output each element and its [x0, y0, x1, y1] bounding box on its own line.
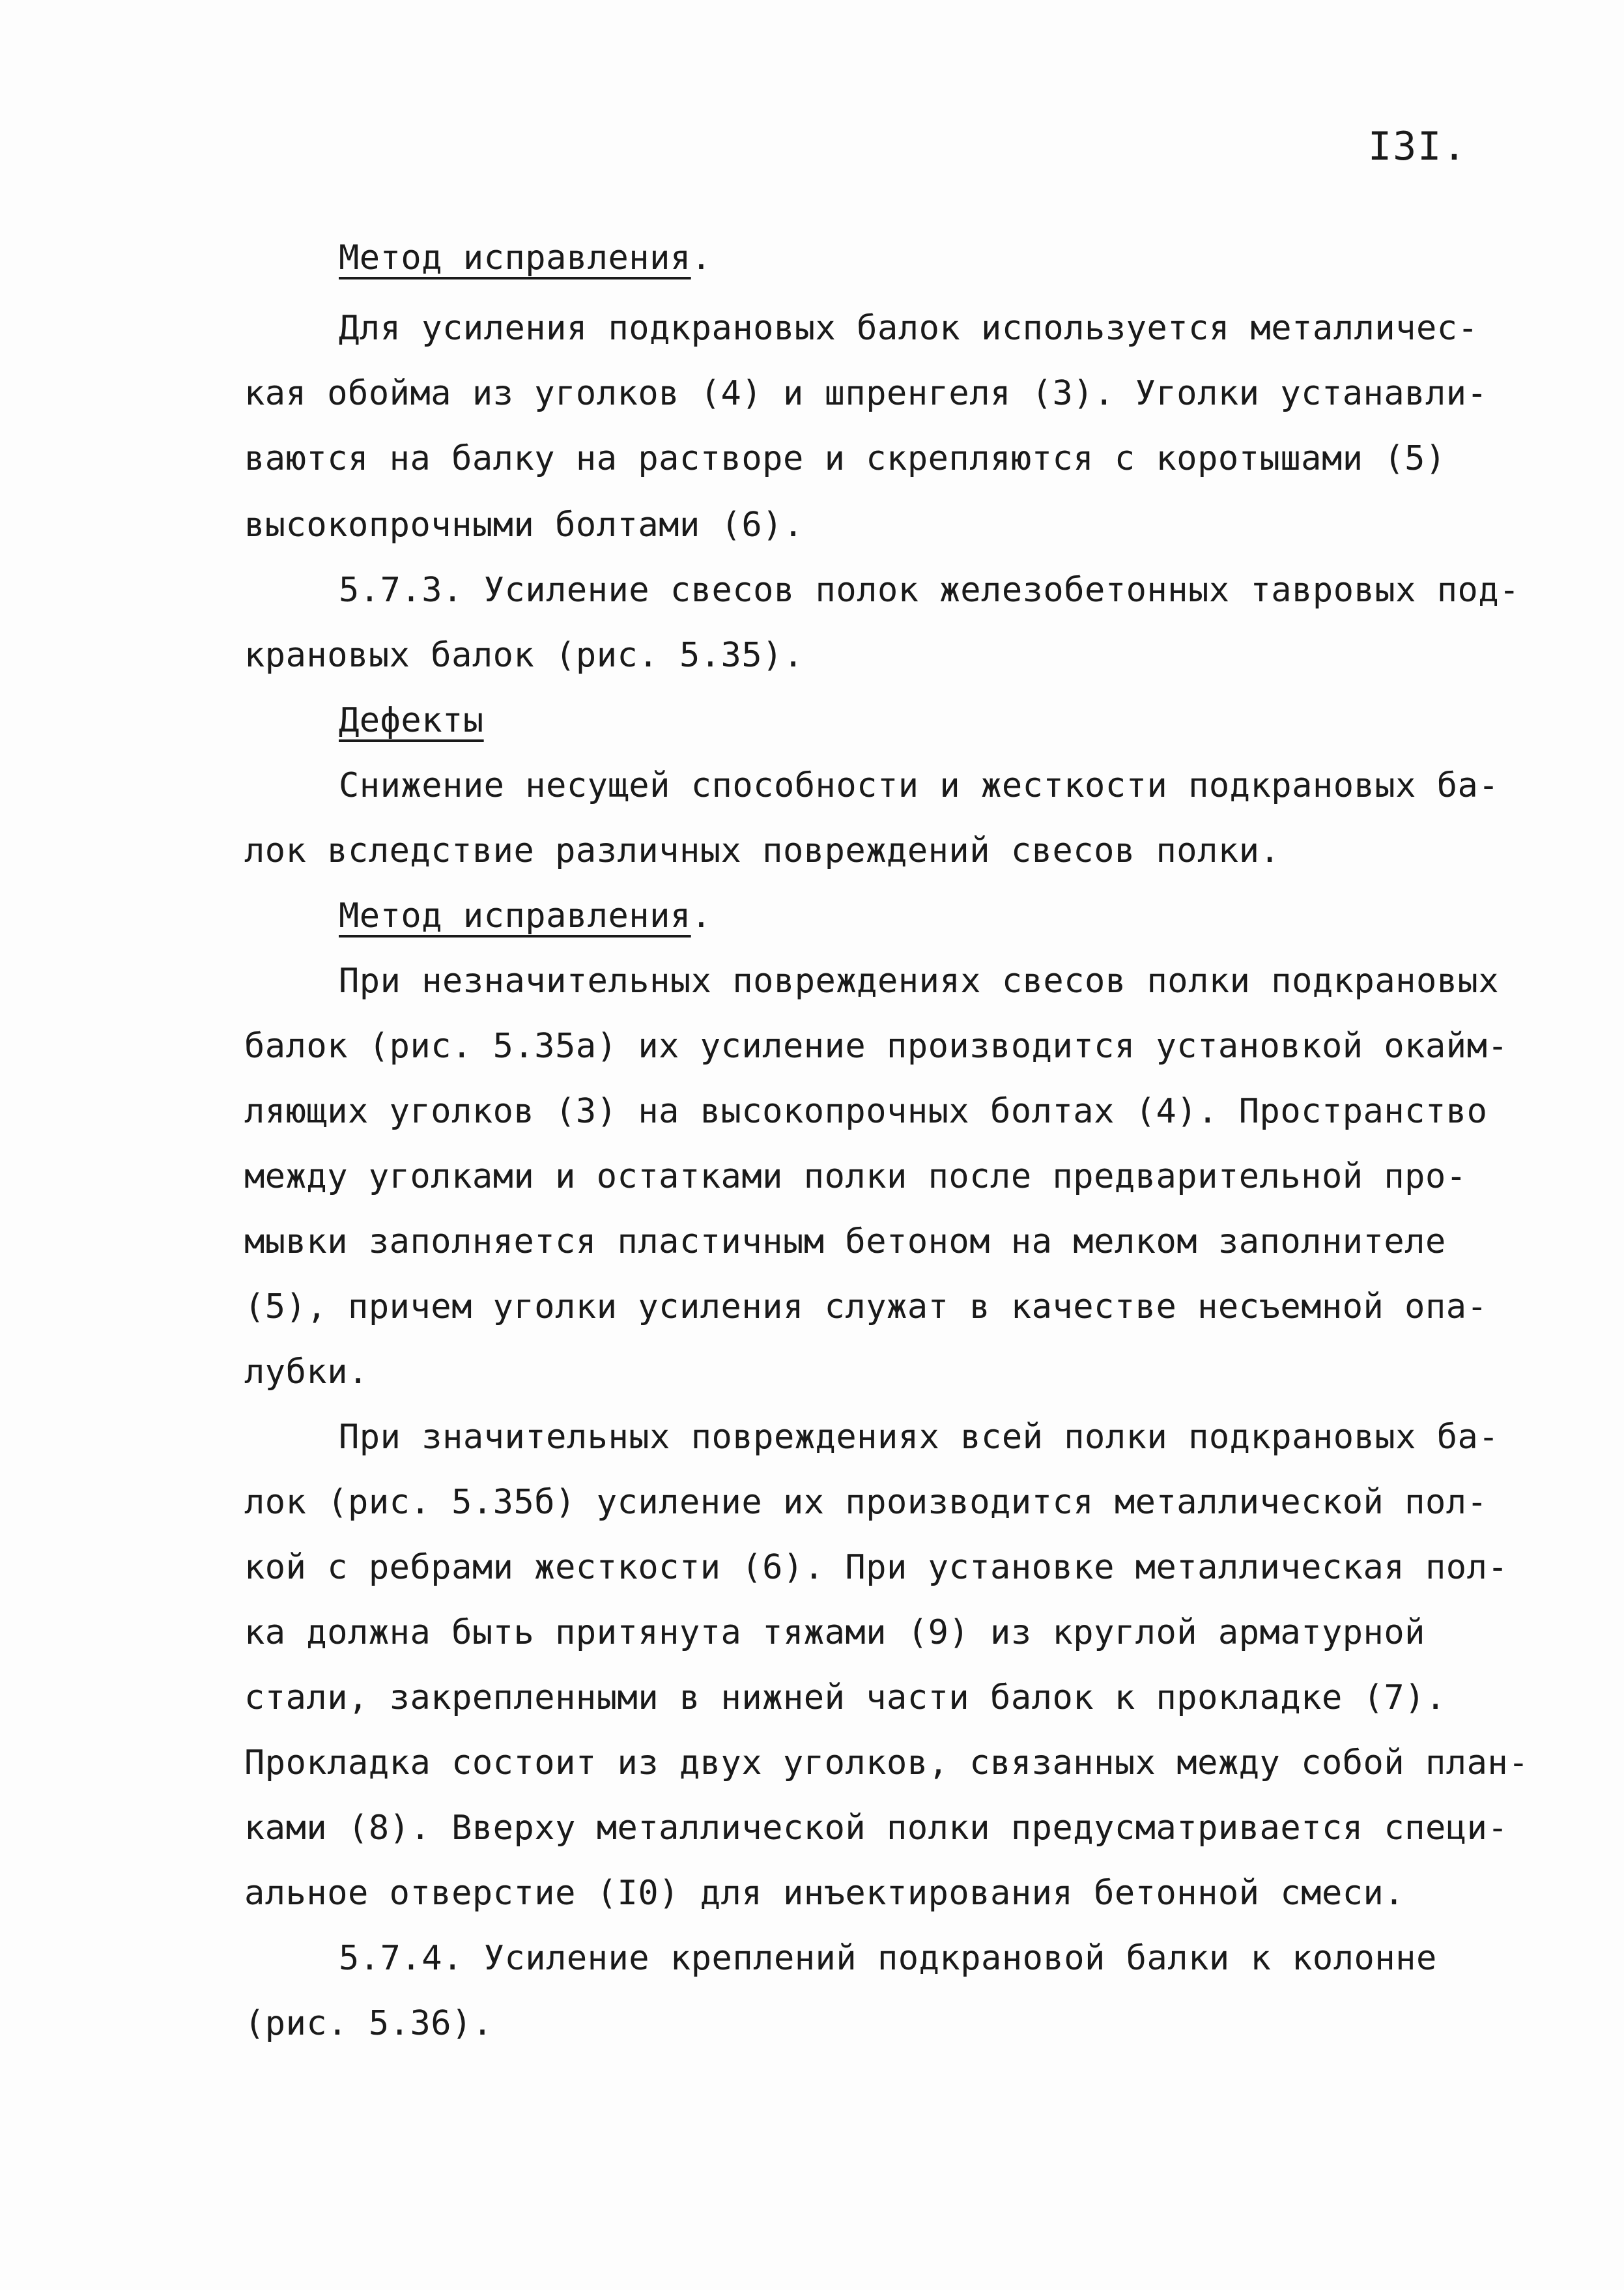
paragraph-3-line: ка должна быть притянута тяжами (9) из круглой арматурной: [244, 1613, 1425, 1652]
section-574-line: (рис. 5.36).: [244, 2004, 493, 2043]
paragraph-3-line: Прокладка состоит из двух уголков, связанных между собой план-: [244, 1743, 1530, 1782]
section-573-line: 5.7.3. Усиление свесов полок железобетонных тавровых под-: [339, 571, 1520, 610]
paragraph-2-line: между уголками и остатками полки после предварительной про-: [244, 1157, 1467, 1196]
paragraph-2-line: (5), причем уголки усиления служат в качестве несъемной опа-: [244, 1287, 1488, 1326]
paragraph-3-line: ками (8). Вверху металлической полки предусматривается специ-: [244, 1809, 1509, 1848]
paragraph-defects-line: лок вследствие различных повреждений свесов полки.: [244, 831, 1281, 870]
section-573-line: крановых балок (рис. 5.35).: [244, 636, 804, 675]
heading-method-1: [339, 238, 712, 278]
paragraph-2-line: ляющих уголков (3) на высокопрочных болтах (4). Пространство: [244, 1092, 1488, 1131]
heading-method-1-dot: .: [691, 238, 712, 278]
heading-method-2: [339, 896, 712, 936]
paragraph-2-line: балок (рис. 5.35а) их усиление производится установкой окайм-: [244, 1027, 1509, 1066]
section-574-line: 5.7.4. Усиление креплений подкрановой балки к колонне: [339, 1939, 1437, 1978]
paragraph-3-line: При значительных повреждениях всей полки подкрановых ба-: [339, 1418, 1500, 1457]
page-number: I3I.: [1368, 124, 1468, 169]
heading-defects-text: Дефекты: [339, 701, 484, 740]
paragraph-3-line: кой с ребрами жесткости (6). При установке металлическая пол-: [244, 1548, 1509, 1587]
paragraph-1-line: Для усиления подкрановых балок используется металличес-: [339, 309, 1479, 348]
paragraph-2-line: лубки.: [244, 1353, 369, 1392]
paragraph-2-line: При незначительных повреждениях свесов полки подкрановых: [339, 962, 1500, 1001]
paragraph-defects-line: Снижение несущей способности и жесткости подкрановых ба-: [339, 766, 1500, 805]
heading-method-1-text: Метод исправления: [339, 238, 691, 278]
paragraph-1-line: ваются на балку на растворе и скрепляются с коротышами (5): [244, 439, 1446, 478]
paragraph-3-line: стали, закрепленными в нижней части балок к прокладке (7).: [244, 1678, 1446, 1717]
paragraph-2-line: мывки заполняется пластичным бетоном на мелком заполнителе: [244, 1222, 1446, 1261]
paragraph-3-line: лок (рис. 5.35б) усиление их производится металлической пол-: [244, 1483, 1488, 1522]
heading-method-2-text: Метод исправления: [339, 896, 691, 936]
paragraph-1-line: высокопрочными болтами (6).: [244, 506, 804, 545]
paragraph-1-line: кая обойма из уголков (4) и шпренгеля (3). Уголки устанавли-: [244, 374, 1488, 413]
heading-method-2-dot: .: [691, 896, 712, 936]
paragraph-3-line: альное отверстие (I0) для инъектирования бетонной смеси.: [244, 1874, 1405, 1913]
heading-defects: [339, 701, 484, 740]
